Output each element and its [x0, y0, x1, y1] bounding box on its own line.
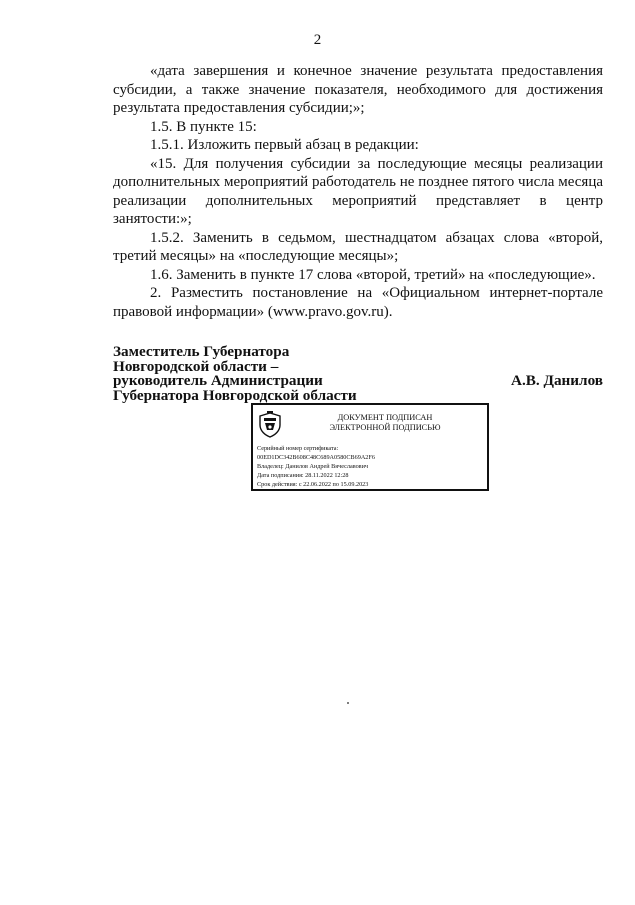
signer-title-line: руководитель Администрации	[113, 372, 323, 389]
signer-title-line: Новгородской области –	[113, 357, 279, 375]
page-number: 2	[313, 32, 322, 48]
validity-period: Срок действия: с 22.06.2022 по 15.09.2023	[257, 480, 369, 488]
stamp-details	[257, 445, 375, 490]
stamp-title-line: ДОКУМЕНТ ПОДПИСАН	[337, 413, 433, 422]
document-body	[113, 62, 603, 321]
signer-title-line: Губернатора Новгородской области	[113, 386, 357, 404]
certificate-serial-label: Серийный номер сертификата:	[257, 445, 339, 452]
stamp-title-line: ЭЛЕКТРОННОЙ ПОДПИСЬЮ	[329, 423, 441, 432]
scan-dot	[347, 702, 349, 704]
paragraph-7: 2. Разместить постановление на «Официальном интернет-портале правовой информации» (www.pravo.gov.ru).	[113, 285, 603, 320]
stamp-title	[287, 413, 483, 433]
paragraph-6: 1.6. Заменить в пункте 17 слова «второй, третий» на «последующие».	[150, 266, 596, 283]
signer-name: А.В. Данилов	[511, 372, 603, 389]
coat-of-arms-icon	[258, 410, 282, 438]
signing-date: Дата подписания: 28.11.2022 12:28	[257, 471, 349, 479]
electronic-signature-stamp	[251, 403, 489, 491]
certificate-owner: Владелец: Данилов Андрей Вячеславович	[257, 462, 369, 470]
paragraph-1: «дата завершения и конечное значение результата предоставления субсидии, а также значение показателя, необходимого для достижения результата предоставления субсидии;»;	[113, 63, 603, 116]
paragraph-5: 1.5.2. Заменить в седьмом, шестнадцатом абзацах слова «второй, третий месяцы» на «последующие месяцы»;	[113, 229, 603, 264]
paragraph-2: 1.5. В пункте 15:	[150, 118, 257, 135]
paragraph-4: «15. Для получения субсидии за последующие месяцы реализации дополнительных мероприятий работодатель не позднее пятого числа месяца реализации дополнительных мероприятий представляет в центр занятости:»;	[113, 155, 603, 227]
signature-block	[113, 345, 603, 403]
signer-title-line: Заместитель Губернатора	[113, 343, 290, 360]
certificate-serial-value: 00ED1DC342B608C48C689A0580CB69A2F6	[257, 453, 375, 461]
paragraph-3: 1.5.1. Изложить первый абзац в редакции:	[150, 137, 419, 153]
